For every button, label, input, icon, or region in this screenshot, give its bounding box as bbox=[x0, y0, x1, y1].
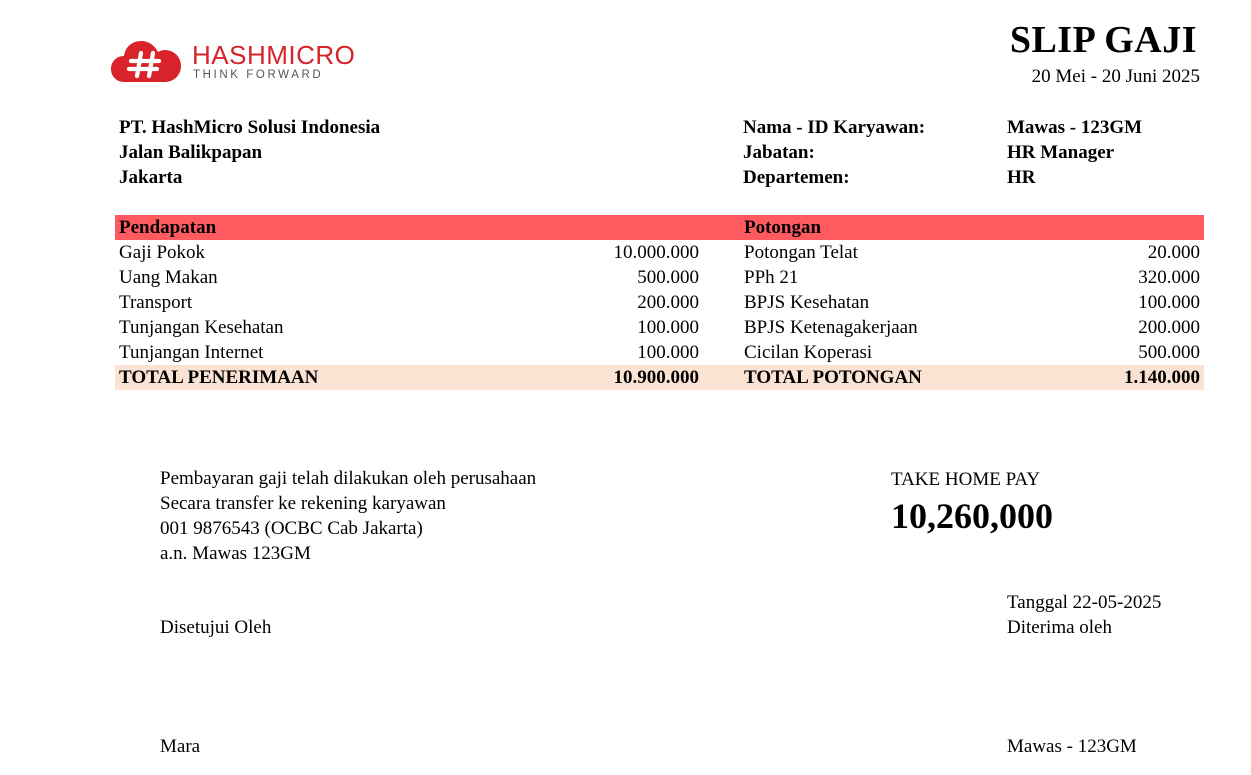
salary-table bbox=[115, 215, 1204, 390]
payment-line: a.n. Mawas 123GM bbox=[160, 543, 311, 564]
table-header-row bbox=[115, 215, 1204, 240]
table-row bbox=[115, 240, 1204, 265]
employee-name-label: Nama - ID Karyawan: bbox=[743, 117, 926, 138]
take-home-pay-label: TAKE HOME PAY bbox=[891, 469, 1041, 490]
total-earnings-amount: 10.900.000 bbox=[613, 367, 699, 388]
deduction-amount: 320.000 bbox=[1138, 267, 1200, 288]
payment-line: Pembayaran gaji telah dilakukan oleh perusahaan bbox=[160, 468, 537, 489]
table-row bbox=[115, 290, 1204, 315]
earning-label: Transport bbox=[119, 292, 193, 313]
deduction-amount: 100.000 bbox=[1138, 292, 1200, 313]
payment-note bbox=[160, 466, 536, 566]
deduction-label: BPJS Ketenagakerjaan bbox=[744, 317, 918, 338]
earning-label: Uang Makan bbox=[119, 267, 218, 288]
earning-amount: 10.000.000 bbox=[613, 242, 699, 263]
company-logo bbox=[111, 38, 361, 88]
receiver-name: Mawas - 123GM bbox=[1007, 736, 1137, 757]
payment-line: Secara transfer ke rekening karyawan bbox=[160, 493, 446, 514]
table-row bbox=[115, 340, 1204, 365]
earning-amount: 500.000 bbox=[637, 267, 699, 288]
brand-name: HASHMICRO bbox=[192, 40, 356, 70]
total-deductions-amount: 1.140.000 bbox=[1124, 367, 1200, 388]
earning-amount: 100.000 bbox=[637, 317, 699, 338]
earning-label: Tunjangan Internet bbox=[119, 342, 264, 363]
employee-position-label: Jabatan: bbox=[743, 142, 815, 163]
table-total-row bbox=[115, 365, 1204, 390]
employee-name-value: Mawas - 123GM bbox=[1007, 117, 1143, 138]
company-name: PT. HashMicro Solusi Indonesia bbox=[119, 117, 381, 138]
company-street: Jalan Balikpapan bbox=[119, 142, 263, 163]
deduction-label: PPh 21 bbox=[744, 267, 799, 288]
signature-date: Tanggal 22-05-2025 bbox=[1007, 592, 1162, 613]
employee-labels bbox=[743, 115, 925, 190]
total-deductions-label: TOTAL POTONGAN bbox=[744, 367, 922, 388]
deduction-amount: 20.000 bbox=[1147, 242, 1200, 263]
approved-by-label: Disetujui Oleh bbox=[160, 617, 272, 638]
payment-line: 001 9876543 (OCBC Cab Jakarta) bbox=[160, 518, 423, 539]
employee-position-value: HR Manager bbox=[1007, 142, 1115, 163]
page-title: SLIP GAJI bbox=[1009, 19, 1197, 61]
earning-label: Tunjangan Kesehatan bbox=[119, 317, 284, 338]
earning-label: Gaji Pokok bbox=[119, 242, 206, 263]
deduction-label: Cicilan Koperasi bbox=[744, 342, 873, 363]
employee-department-label: Departemen: bbox=[743, 167, 850, 188]
deductions-header: Potongan bbox=[744, 217, 822, 238]
earnings-header: Pendapatan bbox=[119, 217, 217, 238]
earning-amount: 100.000 bbox=[637, 342, 699, 363]
table-row bbox=[115, 315, 1204, 340]
company-city: Jakarta bbox=[119, 167, 183, 188]
brand-tagline: THINK FORWARD bbox=[193, 69, 324, 81]
take-home-pay-value: 10,260,000 bbox=[891, 496, 1053, 536]
table-row bbox=[115, 265, 1204, 290]
deduction-label: Potongan Telat bbox=[744, 242, 858, 263]
received-by-label: Diterima oleh bbox=[1007, 617, 1112, 638]
employee-values bbox=[1007, 115, 1142, 190]
approver-name: Mara bbox=[160, 736, 201, 757]
total-earnings-label: TOTAL PENERIMAAN bbox=[119, 367, 319, 388]
employee-department-value: HR bbox=[1007, 167, 1036, 188]
hashmicro-cloud-icon bbox=[111, 38, 183, 84]
earning-amount: 200.000 bbox=[637, 292, 699, 313]
deduction-amount: 200.000 bbox=[1138, 317, 1200, 338]
pay-period: 20 Mei - 20 Juni 2025 bbox=[1031, 66, 1200, 87]
deduction-amount: 500.000 bbox=[1138, 342, 1200, 363]
deduction-label: BPJS Kesehatan bbox=[744, 292, 870, 313]
company-info bbox=[119, 115, 380, 190]
